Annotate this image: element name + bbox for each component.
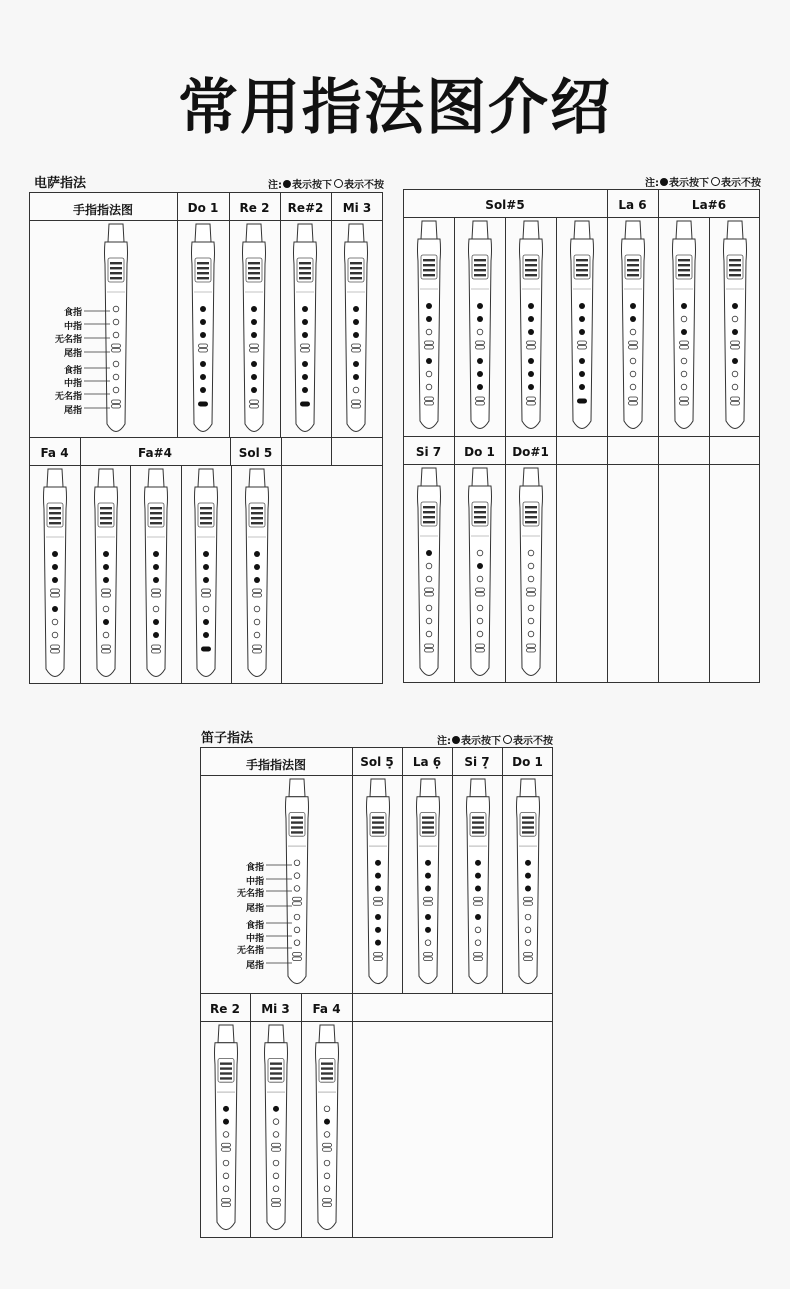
note-header: Fa 4 [40, 446, 69, 460]
note-pressed: 表示按下 [461, 736, 501, 747]
open-dot-icon [503, 735, 512, 744]
note-header: La 6 [618, 198, 647, 212]
legend-note-dizi [437, 732, 553, 747]
pressed-dot-icon [452, 736, 460, 744]
note-header: Fa#4 [138, 446, 172, 460]
open-dot-icon [711, 177, 720, 186]
finger-label: 尾指 [63, 406, 82, 416]
open-dot-icon [334, 179, 343, 188]
electronic-chart-header: 手指指法图 [72, 203, 133, 217]
note-open: 表示不按 [344, 180, 384, 191]
finger-label: 中指 [63, 379, 82, 389]
finger-label: 无名指 [236, 889, 264, 899]
note-prefix: 注: [268, 180, 282, 191]
electronic-section-title: 电萨指法 [34, 176, 87, 191]
finger-label: 无名指 [236, 946, 264, 956]
finger-label: 食指 [63, 366, 82, 376]
note-prefix: 注: [437, 736, 451, 747]
finger-label: 无名指 [54, 335, 82, 345]
dizi-chart-header: 手指指法图 [245, 758, 306, 772]
note-header: Sol 5 [238, 446, 273, 460]
note-header: Sol 5̣ [360, 755, 394, 769]
note-header: Do#1 [512, 445, 549, 459]
page-title: 常用指法图介绍 [178, 73, 612, 143]
finger-label: 食指 [245, 921, 264, 931]
note-header: Si 7̣ [464, 755, 490, 769]
finger-label: 食指 [245, 863, 264, 873]
note-header: Re#2 [287, 201, 324, 215]
finger-label: 尾指 [245, 961, 264, 971]
note-header: Re 2 [239, 201, 270, 215]
note-pressed: 表示按下 [669, 178, 709, 189]
finger-label: 中指 [245, 934, 264, 944]
pressed-dot-icon [660, 178, 668, 186]
finger-label: 中指 [245, 877, 264, 887]
note-header: Fa 4 [312, 1002, 341, 1016]
legend-note-right [645, 174, 761, 189]
finger-label: 食指 [63, 308, 82, 318]
note-header: Do 1 [464, 445, 495, 459]
pressed-dot-icon [283, 180, 291, 188]
note-header: Mi 3 [342, 201, 372, 215]
note-header: Mi 3 [261, 1002, 290, 1016]
note-pressed: 表示按下 [292, 180, 332, 191]
note-header: La#6 [691, 198, 727, 212]
note-header: Sol#5 [485, 198, 525, 212]
legend-note-left [268, 176, 384, 191]
note-header: La 6̣ [412, 755, 442, 769]
finger-label: 尾指 [245, 904, 264, 914]
finger-label: 无名指 [54, 392, 82, 402]
finger-label: 尾指 [63, 349, 82, 359]
note-header: Re 2 [210, 1002, 240, 1016]
note-open: 表示不按 [513, 736, 553, 747]
note-open: 表示不按 [721, 178, 761, 189]
note-prefix: 注: [645, 178, 659, 189]
electronic-fingering-table-left [29, 192, 383, 684]
note-header: Do 1 [187, 201, 219, 215]
note-header: Do 1 [512, 755, 543, 769]
finger-label: 中指 [63, 322, 82, 332]
dizi-section-title: 笛子指法 [201, 731, 254, 746]
note-header: Si 7 [415, 445, 442, 459]
